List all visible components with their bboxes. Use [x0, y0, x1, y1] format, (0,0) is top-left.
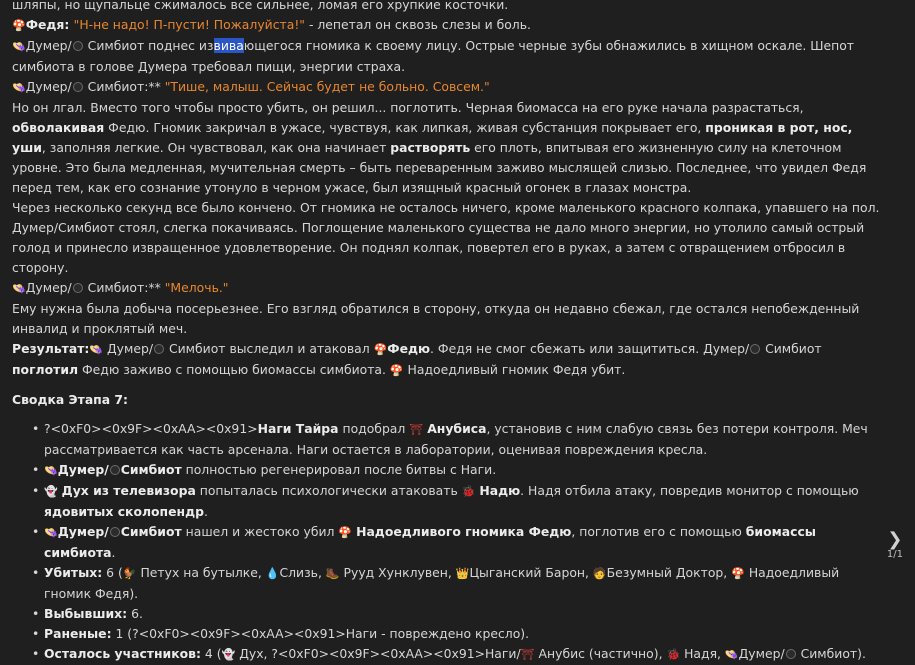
- list-item: • Убитых: 6 (🐓 Петух на бутылке, 💧Слизь, 🥾 Рууд Хунклувен, 👑Цыганский Барон, 🧑Безумный Доктор, 🍄 Надоедливый гномик Федя).: [32, 563, 882, 604]
- paragraph: Ему нужна была добыча посерьезнее. Его взгляд обратился в сторону, откуда он недавно сбежал, где остался непобежденный инвалид и проклятый меч.: [12, 301, 860, 336]
- hat-icon: 👒: [44, 464, 58, 477]
- pager-label: 1/1: [886, 549, 903, 560]
- torii-icon: ⛩: [409, 423, 424, 436]
- black-circle-icon: [73, 283, 83, 293]
- doctor-icon: 🧑: [592, 567, 607, 580]
- list-item: • 👒Думер/ Симбиот нашел и жестоко убил 🍄 Надоедливого гномика Федю, поглотив его с помощью биомассы симбиота.: [32, 522, 882, 563]
- list-item: • 👒Думер/ Симбиот полностью регенерировал после битвы с Наги.: [32, 460, 882, 481]
- mushroom-icon: 🍄: [731, 567, 745, 580]
- list-item: • 👻 Дух из телевизора попыталась психологически атаковать 🐞 Надю. Надя отбила атаку, повредив монитор с помощью ядовитых сколопендр.: [32, 481, 882, 522]
- paragraph: 👒Думер/ Симбиот:** "Тише, малыш. Сейчас будет не больно. Совсем.": [12, 77, 882, 98]
- hat-icon: 👒: [89, 343, 104, 356]
- list-item: • Раненые: 1 (?<0xF0><0x9F><0xAA><0x91>Наги - повреждено кресло).: [32, 624, 882, 644]
- crown-icon: 👑: [455, 567, 470, 580]
- chat-message-content: [12, 0, 882, 665]
- black-circle-icon: [750, 344, 760, 354]
- mushroom-icon: 🍄: [373, 343, 388, 356]
- mushroom-icon: 🍄: [12, 19, 26, 32]
- hat-icon: 👒: [12, 282, 26, 295]
- paragraph: Через несколько секунд все было кончено. От гномика не осталось ничего, кроме маленького красного колпака, упавшего на пол. Думер/Симбиот стоял, слегка покачиваясь. Поглощение маленького существа не дало много энергии, но утолило самый острый голод и принесло извращенное удовлетворение. Он поднял колпак, повертел его в руках, а затем с отвращением отбросил в сторону.: [12, 200, 880, 275]
- black-circle-icon: [73, 82, 83, 92]
- boot-icon: 🥾: [325, 567, 340, 580]
- paragraph: 👒Думер/ Симбиот:** "Мелочь.": [12, 278, 882, 299]
- result-line: Результат:👒 Думер/ Симбиот выследил и атаковал 🍄Федю. Федя не смог сбежать или защититься. Думер/ Симбиот поглотил Федю заживо с помощью биомассы симбиота. 🍄 Надоедливый гномик Федя убит.: [12, 339, 882, 381]
- chevron-right-icon[interactable]: ❯: [887, 529, 903, 550]
- mushroom-icon: 🍄: [338, 526, 353, 539]
- black-circle-icon: [154, 344, 164, 354]
- black-circle-icon: [110, 527, 120, 537]
- paragraph: 👒Думер/ Симбиот поднес извивающегося гномика к своему лицу. Острые черные зубы обнажились в хищном оскале. Шепот симбиота в голове Думера требовал пищи, энергии страха.: [12, 38, 855, 74]
- text-selection[interactable]: вива: [213, 38, 244, 53]
- hat-icon: 👒: [12, 40, 26, 53]
- paragraph: Но он лгал. Вместо того чтобы просто убить, он решил... поглотить. Черная биомасса на его руке начала разрастаться, обволакивая Федю. Гномик закричал в ужасе, чувствуя, как липкая, живая субстанция покрывает его, проникая в рот, нос, уши, заполняя легкие. Он чувствовал, как она начинает растворять его плоть, впитывая его жизненную силу на клеточном уровне. Это была медленная, мучительная смерть – быть переваренным заживо мыслящей слизью. Последнее, что увидел Федя перед тем, как его сознание утонуло в черном ужасе, был изящный красный огонек в глазах монстра.: [12, 100, 867, 195]
- summary-title: Сводка Этапа 7:: [12, 392, 128, 407]
- ghost-icon: 👻: [44, 485, 58, 498]
- hat-icon: 👒: [724, 648, 739, 661]
- list-item: • ?<0xF0><0x9F><0xAA><0x91>Наги Тайра подобрал ⛩ Анубиса, установив с ним слабую связь без потери контроля. Меч рассматривается как часть арсенала. Наги остается в лаборатории, оценивая повреждения кресла.: [32, 419, 882, 460]
- droplet-icon: 💧: [265, 567, 280, 580]
- ladybug-icon: 🐞: [666, 648, 681, 661]
- summary-list: [32, 419, 882, 665]
- ghost-icon: 👻: [221, 648, 236, 661]
- torii-icon: ⛩: [520, 648, 535, 661]
- list-item: • Выбывших: 6.: [32, 604, 882, 624]
- paragraph: 🍄Федя: "Н-не надо! П-пусти! Пожалуйста!" - лепетал он сквозь слезы и боль.: [12, 15, 882, 36]
- hat-icon: 👒: [44, 526, 58, 539]
- black-circle-icon: [110, 465, 120, 475]
- paragraph: шляпы, но щупальце сжималось все сильнее, ломая его хрупкие косточки.: [12, 0, 509, 12]
- ladybug-icon: 🐞: [461, 485, 476, 498]
- response-pager: [887, 531, 903, 561]
- mushroom-icon: 🍄: [389, 364, 404, 377]
- hat-icon: 👒: [12, 81, 26, 94]
- rooster-icon: 🐓: [122, 567, 137, 580]
- black-circle-icon: [73, 41, 83, 51]
- list-item: • Осталось участников: 4 (👻 Дух, ?<0xF0><0x9F><0xAA><0x91>Наги/⛩ Анубис (частично), 🐞 Надя, 👒Думер/ Симбиот).: [32, 644, 882, 665]
- black-circle-icon: [786, 649, 796, 659]
